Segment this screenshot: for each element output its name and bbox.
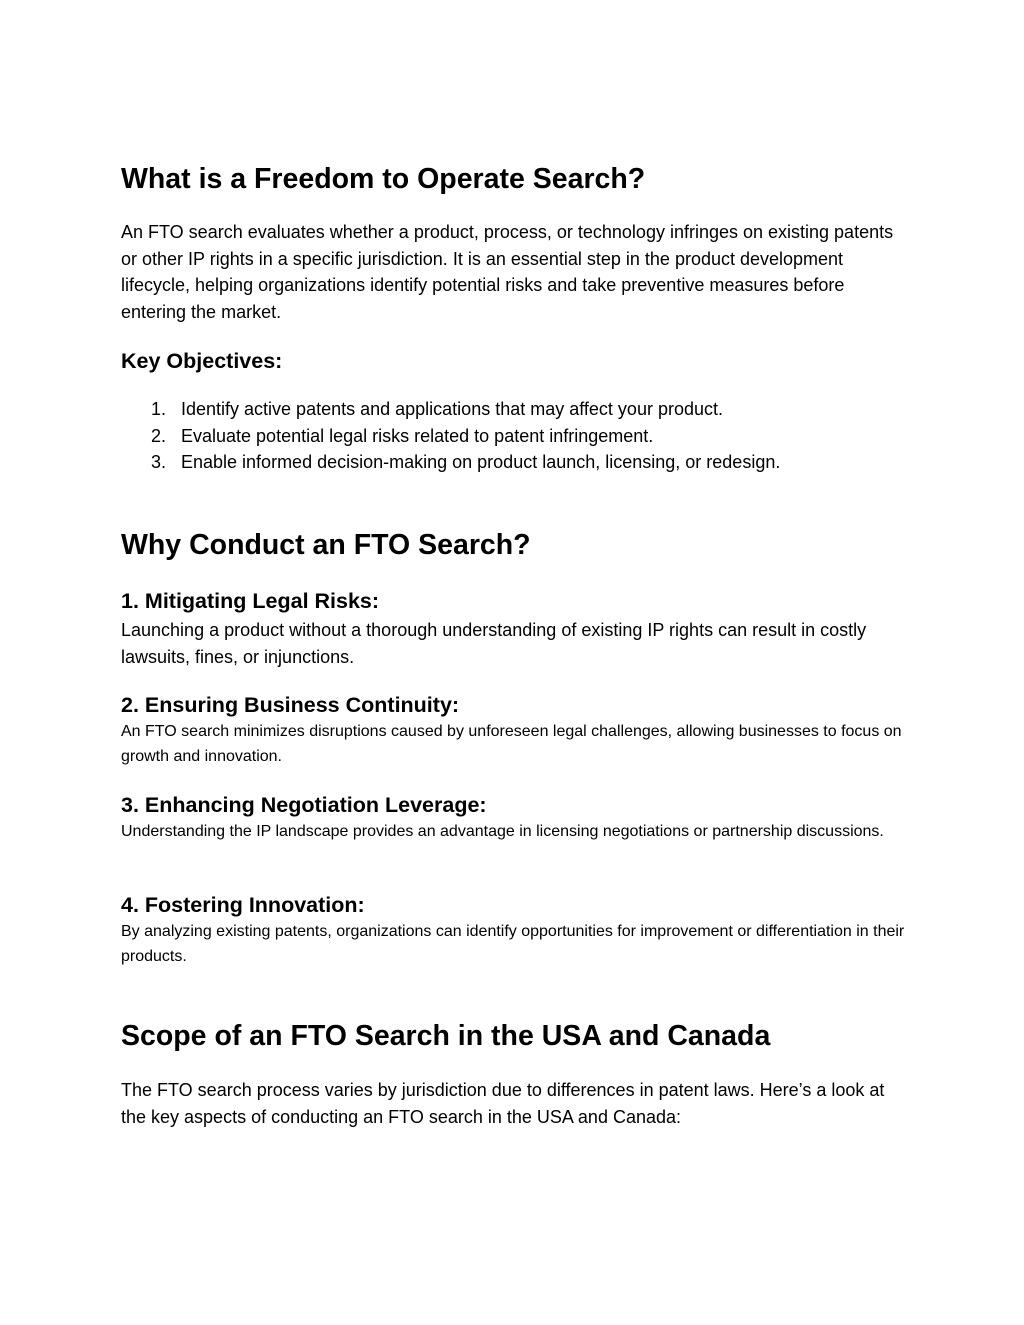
paragraph-scope-usa-canada: The FTO search process varies by jurisdiction due to differences in patent laws. Here’s a look at the key aspects of conducting an FTO search in the USA and Canada: <box>121 1080 885 1127</box>
list-item-number: 3. <box>151 452 167 472</box>
paragraph-negotiation-leverage: Understanding the IP landscape provides an advantage in licensing negotiations or partnership discussions. <box>121 823 884 840</box>
objectives-list <box>121 396 780 476</box>
list-item-number: 1. <box>151 399 167 419</box>
paragraph-fostering-innovation: By analyzing existing patents, organizations can identify opportunities for improvement or differentiation in their products. <box>121 923 905 965</box>
list-item <box>121 396 780 423</box>
subheading-negotiation-leverage: 3. Enhancing Negotiation Leverage: <box>121 793 487 817</box>
heading-scope-usa-canada: Scope of an FTO Search in the USA and Canada <box>121 1020 771 1052</box>
heading-what-is-fto: What is a Freedom to Operate Search? <box>121 163 646 195</box>
heading-key-objectives: Key Objectives: <box>121 349 283 373</box>
paragraph-business-continuity: An FTO search minimizes disruptions caused by unforeseen legal challenges, allowing businesses to focus on growth and innovation. <box>121 723 902 765</box>
list-item-text: Identify active patents and applications that may affect your product. <box>181 399 723 419</box>
list-item-number: 2. <box>151 425 167 446</box>
list-item <box>121 449 780 476</box>
list-item-text: Evaluate potential legal risks related to patent infringement. <box>181 425 654 446</box>
subheading-fostering-innovation: 4. Fostering Innovation: <box>121 893 365 917</box>
subheading-mitigating-legal-risks: 1. Mitigating Legal Risks: <box>121 589 380 613</box>
subheading-business-continuity: 2. Ensuring Business Continuity: <box>121 693 460 717</box>
list-item <box>121 423 780 450</box>
list-item-text: Enable informed decision-making on product launch, licensing, or redesign. <box>181 452 781 472</box>
paragraph-mitigating-legal-risks: Launching a product without a thorough understanding of existing IP rights can result in costly lawsuits, fines, or injunctions. <box>121 620 867 667</box>
paragraph-fto-definition: An FTO search evaluates whether a product, process, or technology infringes on existing patents or other IP rights in a specific jurisdiction. It is an essential step in the product development lifecycle, helping organizations identify potential risks and take preventive measures before entering the market. <box>121 222 894 322</box>
heading-why-conduct-fto: Why Conduct an FTO Search? <box>121 529 531 561</box>
